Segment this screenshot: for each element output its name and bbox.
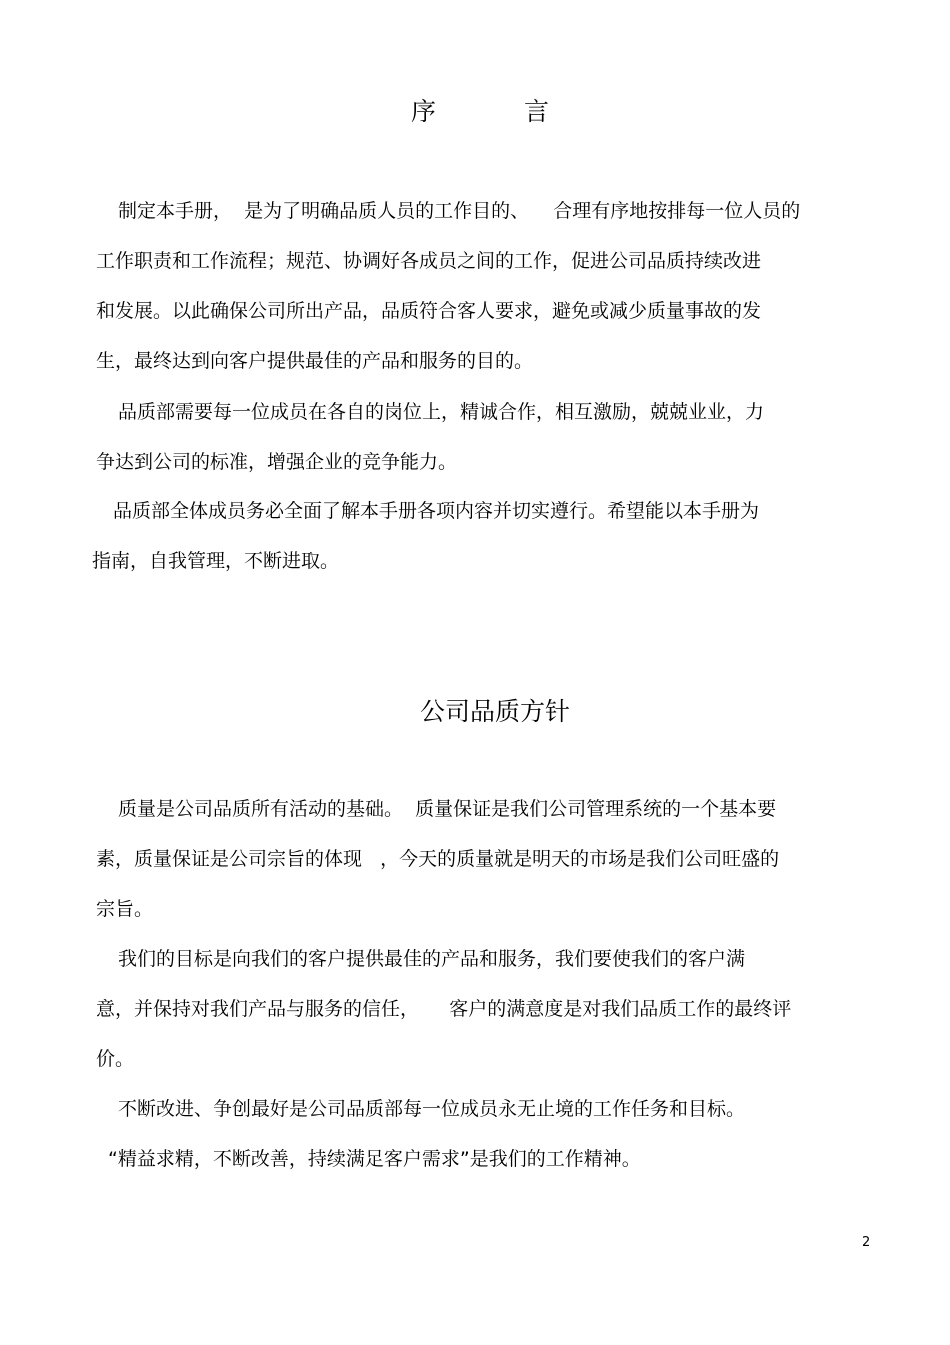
page-number: 2 [862,1235,871,1250]
preface-line-6: 争达到公司的标准，增强企业的竞争能力。 [96,451,458,473]
policy-line-2: 素，质量保证是公司宗旨的体现 ，今天的质量就是明天的市场是我们公司旺盛的 [96,848,780,870]
preface-line-2: 工作职责和工作流程；规范、协调好各成员之间的工作，促进公司品质持续改进 [96,250,762,272]
policy-line-6: 价。 [96,1048,135,1070]
policy-line-8: “精益求精，不断改善，持续满足客户需求”是我们的工作精神。 [108,1148,641,1170]
preface-title [5,97,950,127]
policy-line-3: 宗旨。 [96,898,154,920]
preface-line-8: 指南，自我管理，不断进取。 [92,550,340,572]
policy-line-7: 不断改进、争创最好是公司品质部每一位成员永无止境的工作任务和目标。 [118,1098,746,1120]
preface-line-5: 品质部需要每一位成员在各自的岗位上，精诚合作，相互激励，兢兢业业，力 [118,401,765,423]
policy-line-1: 质量是公司品质所有活动的基础。 质量保证是我们公司管理系统的一个基本要 [118,798,777,820]
preface-line-3: 和发展。以此确保公司所出产品，品质符合客人要求，避免或减少质量事故的发 [96,300,762,322]
policy-line-5: 意，并保持对我们产品与服务的信任， 客户的满意度是对我们品质工作的最终评 [96,998,792,1020]
policy-title: 公司品质方针 [419,697,570,726]
preface-line-1: 制定本手册， 是为了明确品质人员的工作目的、 合理有序地按排每一位人员的 [118,200,801,222]
preface-line-7: 品质部全体成员务必全面了解本手册各项内容并切实遵行。希望能以本手册为 [113,500,760,522]
preface-title-right: 言 [524,97,550,126]
preface-title-left: 序 [410,97,436,126]
policy-line-4: 我们的目标是向我们的客户提供最佳的产品和服务，我们要使我们的客户满 [118,948,746,970]
preface-line-4: 生，最终达到向客户提供最佳的产品和服务的目的。 [96,350,534,372]
